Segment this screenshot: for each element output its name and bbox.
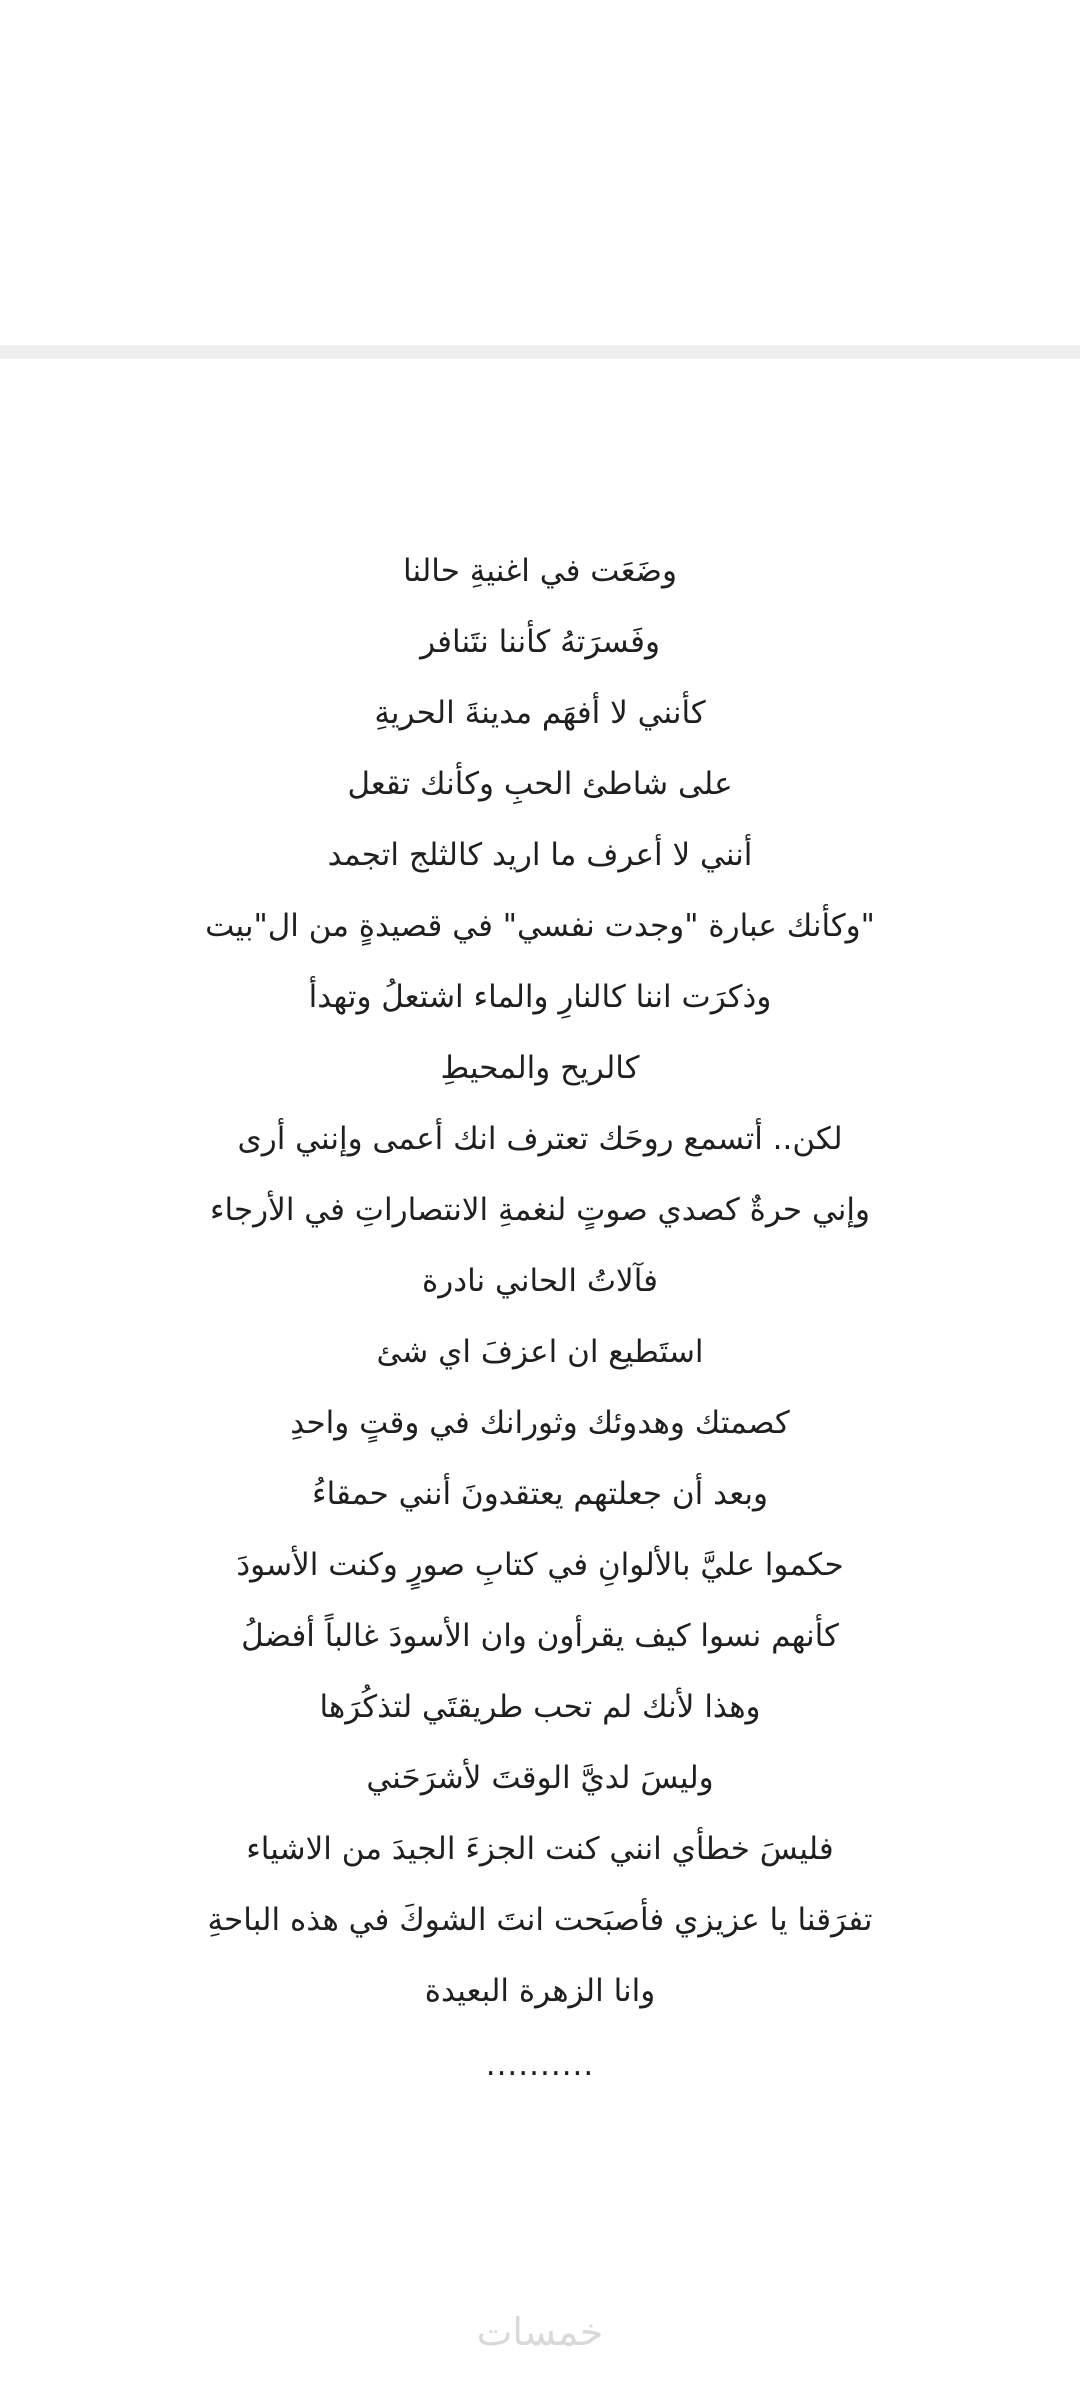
poem-line: على شاطئ الحبِ وكأنك تقعل (347, 766, 733, 802)
poem-line: فآلاتُ الحاني نادرة (422, 1263, 658, 1299)
poem-line: وانا الزهرة البعيدة (424, 1973, 656, 2009)
poem-line: لكن.. أتسمع روحَك تعترف انك أعمى وإنني أرى (237, 1121, 843, 1157)
watermark-logo: خمسات (476, 2310, 604, 2354)
poem-line: كالريح والمحيطِ (440, 1050, 640, 1086)
poem-text (0, 536, 1080, 2027)
poem-line: أنني لا أعرف ما اريد كالثلج اتجمد (327, 837, 753, 873)
poem-line: "وكأنك عبارة "وجدت نفسي" في قصيدةٍ من ال"بيت (205, 908, 875, 944)
section-divider (0, 345, 1080, 359)
poem-line: وفَسرَتهُ كأننا نتَنافر (420, 624, 660, 660)
top-blank-area (0, 0, 1080, 345)
poem-line: وذكرَت اننا كالنارِ والماء اشتعلُ وتهدأ (308, 979, 772, 1015)
poem-line: فليسَ خطأي انني كنت الجزءَ الجيدَ من الاشياء (246, 1831, 834, 1867)
poem-ending-dots: .......... (485, 2047, 595, 2083)
poem-line: وضَعَت في اغنيةِ حالنا (403, 553, 677, 589)
poem-line: وإني حرةٌ كصدي صوتٍ لنغمةِ الانتصاراتِ في الأرجاء (209, 1192, 870, 1228)
poem-line: وبعد أن جعلتهم يعتقدونَ أنني حمقاءُ (312, 1476, 768, 1512)
poem-line: وليسَ لديَّ الوقتَ لأشرَحَني (366, 1760, 714, 1796)
poem-line: وهذا لأنك لم تحب طريقتَي لتذكُرَها (319, 1689, 761, 1725)
poem-line: كأنهم نسوا كيف يقرأون وان الأسودَ غالباً أفضلُ (241, 1618, 839, 1654)
poem-line: كأنني لا أفهَم مدينةَ الحريةِ (374, 695, 706, 731)
poem-line: تفرَقنا يا عزيزي فأصبَحت انتَ الشوكَ في هذه الباحةِ (207, 1902, 873, 1938)
poem-line: حكموا عليَّ بالألوانِ في كتابِ صورٍ وكنت الأسودَ (236, 1547, 844, 1583)
poem-line: استَطيع ان اعزفَ اي شئ (376, 1334, 704, 1370)
poem-line: كصمتك وهدوئك وثورانك في وقتٍ واحدِ (290, 1405, 790, 1441)
